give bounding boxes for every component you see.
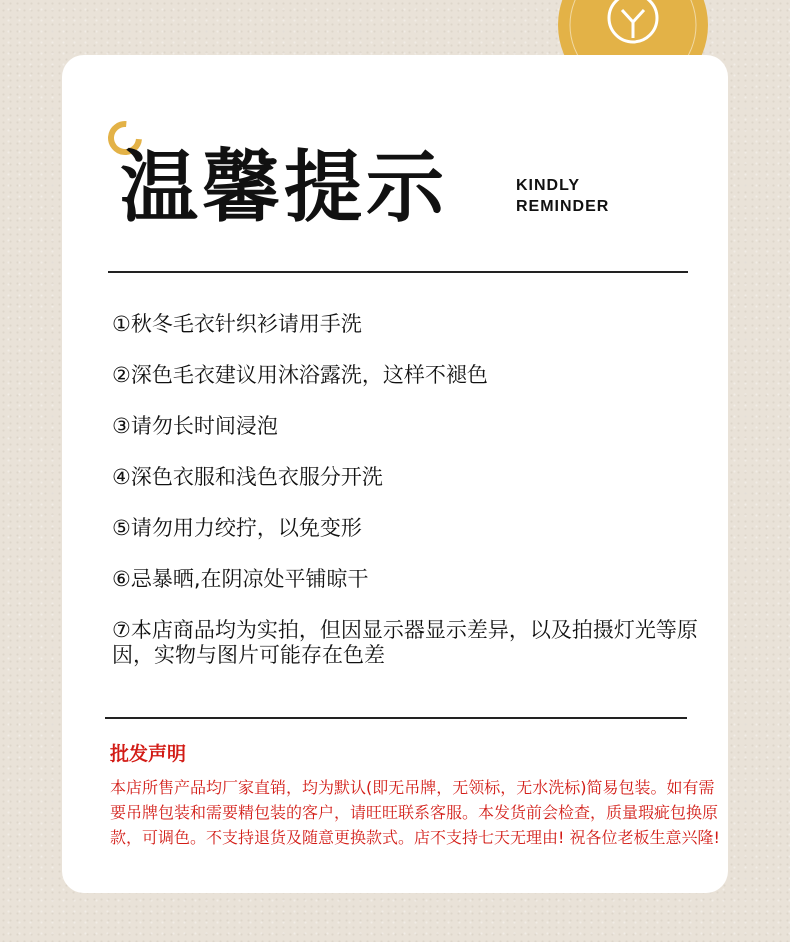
care-tips-list xyxy=(112,312,712,694)
reminder-card xyxy=(62,55,728,893)
lightbulb-icon xyxy=(609,0,657,42)
tip-item-7: ⑦本店商品均为实拍，但因显示器显示差异，以及拍摄灯光等原因，实物与图片可能存在色差 xyxy=(112,618,698,667)
divider-middle xyxy=(105,717,687,719)
tip-item-1: ①秋冬毛衣针织衫请用手洗 xyxy=(112,312,362,336)
tip-item-2: ②深色毛衣建议用沐浴露洗，这样不褪色 xyxy=(112,363,488,387)
title-english-line2: REMINDER xyxy=(516,198,610,215)
tip-item-5: ⑤请勿用力绞拧，以免变形 xyxy=(112,516,362,540)
notice-title: 批发声明 xyxy=(110,743,187,765)
divider-top xyxy=(108,271,688,273)
page-title: 温馨提示 xyxy=(120,143,449,233)
title-english-line1: KINDLY xyxy=(516,177,581,194)
title-english xyxy=(516,175,609,217)
tip-item-4: ④深色衣服和浅色衣服分开洗 xyxy=(112,465,383,489)
notice-body: 本店所售产品均厂家直销，均为默认(即无吊牌，无领标，无水洗标)简易包装。如有需要吊牌包装和需要精包装的客户，请旺旺联系客服。本发货前会检查，质量瑕疵包换原款，可调色。不支持退货及随意更换款式。店不支持七天无理由! 祝各位老板生意兴隆! xyxy=(110,778,720,847)
tip-item-6: ⑥忌暴晒,在阴凉处平铺晾干 xyxy=(112,567,369,591)
tip-item-3: ③请勿长时间浸泡 xyxy=(112,414,278,438)
